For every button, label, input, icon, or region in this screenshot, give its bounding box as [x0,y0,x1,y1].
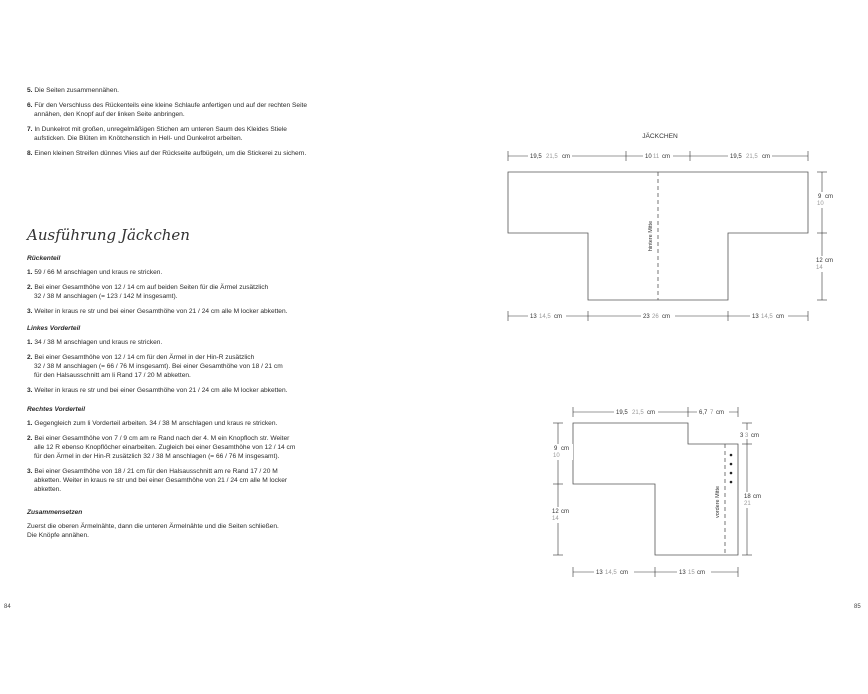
zusammen-line-2: Die Knöpfe annähen. [27,532,89,539]
front-top-left-a: 19,5 [616,410,628,416]
heading-zusammen: Zusammensetzen [27,509,83,516]
step-6: 6. Für den Verschluss des Rückenteils eine kleine Schlaufe anfertigen und auf der rechten Seite annähen, den Knopf auf der linken Seite anbringen. [27,102,308,118]
front-right-height-u: cm [753,494,761,500]
zusammen-line-1: Zuerst die oberen Ärmelnähte, dann die unteren Ärmelnähte und die Seiten schließen. [27,523,279,530]
back-bot-right-u: cm [776,314,784,320]
rueck-step-2: 2. Bei einer Gesamthöhe von 12 / 14 cm auf beiden Seiten für die Ärmel zusätzlich 32 / 38 M anschlagen (= 123 / 142 M insgesamt). [27,284,269,300]
step-5: 5. Die Seiten zusammennähen. [27,87,120,94]
back-top-left-b: 21,5 [546,154,558,160]
back-bot-mid-b: 26 [652,314,659,320]
back-top-right-b: 21,5 [746,154,758,160]
back-right-upper-u: cm [825,194,833,200]
front-bot-right-a: 13 [679,570,686,576]
page-number-left: 84 [4,604,11,610]
front-left-upper-a: 9 [554,446,558,452]
back-bot-left-a: 13 [530,314,537,320]
front-left-lower-a: 12 [552,509,559,515]
back-right-labels [815,192,837,272]
step-8: 8. Einen kleinen Streifen dünnes Vlies auf der Rückseite aufbügeln, um die Stickerei zu sichern. [27,150,307,157]
front-right-height-a: 18 [744,494,751,500]
rechts-step-1: 1. Gegengleich zum li Vorderteil arbeiten. 34 / 38 M anschlagen und kraus re stricken. [27,420,278,427]
front-top-labels [614,407,729,416]
back-top-mid-a: 10 [645,154,652,160]
rueck-step-3: 3. Weiter in kraus re str und bei einer Gesamthöhe von 21 / 24 cm alle M locker abketten. [27,308,288,315]
diagram-title: JÄCKCHEN [642,133,678,140]
front-top-left-b: 21,5 [632,410,644,416]
back-right-lower-a: 12 [816,258,823,264]
front-right-height-b: 21 [744,501,751,507]
buttonhole-2 [730,463,733,466]
rueck-step-1: 1. 59 / 66 M anschlagen und kraus re stricken. [27,269,163,276]
back-center-label: hintere Mitte [648,220,654,252]
back-top-right-u: cm [762,154,770,160]
back-top-mid-b: 11 [653,154,660,160]
front-top-right-a: 6,7 [699,410,708,416]
back-top-left-u: cm [562,154,570,160]
front-bot-right-b: 15 [688,570,695,576]
back-right-upper-a: 9 [818,194,822,200]
back-bot-mid-u: cm [662,314,670,320]
buttonhole-4 [730,481,733,484]
back-top-right-a: 19,5 [730,154,742,160]
back-right-lower-b: 14 [816,265,823,271]
heading-rechtes: Rechtes Vorderteil [27,406,86,413]
front-left-labels [551,444,573,523]
front-bottom-labels [594,567,711,576]
back-right-dim-lines [817,172,827,300]
front-top-right-b: 7 [710,410,714,416]
front-center-label: vordere Mitte [715,485,721,519]
front-bot-left-u: cm [620,570,628,576]
front-neck-a: 3 [740,433,744,439]
back-bottom-labels [528,311,788,320]
rechts-step-2: 2. Bei einer Gesamthöhe von 7 / 9 cm am re Rand nach der 4. M ein Knopfloch str. Weiter alle 12 R ebenso Knopflöcher einarbeiten. Zugleich bei einer Gesamthöhe von 12 / 14 cm für den Ärmel in der Hin-R zusätzlich 32 / 38 M anschlagen (= 66 / 76 M insgesamt). [27,435,296,460]
back-top-labels [528,151,772,160]
front-left-upper-b: 10 [553,453,560,459]
back-top-left-a: 19,5 [530,154,542,160]
front-bot-left-b: 14,5 [605,570,617,576]
front-left-lower-b: 14 [552,516,559,522]
front-bot-right-u: cm [697,570,705,576]
back-bot-right-b: 14,5 [761,314,773,320]
page-number-right: 85 [854,604,861,610]
back-right-upper-b: 10 [817,201,824,207]
front-right-labels [739,430,764,508]
buttonholes [730,454,733,484]
back-bot-left-b: 14,5 [539,314,551,320]
back-bot-left-u: cm [554,314,562,320]
links-step-2: 2. Bei einer Gesamthöhe von 12 / 14 cm für den Ärmel in der Hin-R zusätzlich 32 / 38 M anschlagen (= 66 / 76 M insgesamt). Bei einer Gesamthöhe von 18 / 21 cm für den Halsausschnitt am li Rand 17 / 20 M abketten. [27,354,283,379]
back-bot-mid-a: 23 [643,314,650,320]
heading-linkes: Linkes Vorderteil [27,325,81,332]
buttonhole-3 [730,472,733,475]
rechts-step-3: 3. Bei einer Gesamthöhe von 18 / 21 cm für den Halsausschnitt am re Rand 17 / 20 M abketten. Weiter in kraus re str und bei einer Gesamthöhe von 21 / 24 cm alle M locker abketten. [27,468,288,493]
front-left-dim-lines [553,423,563,555]
buttonhole-1 [730,454,733,457]
step-7: 7. In Dunkelrot mit großen, unregelmäßigen Stichen am unteren Saum des Kleides Stiele aufsticken. Die Blüten im Knötchenstich in Hell- und Dunkelrot arbeiten. [27,126,287,142]
front-left-upper-u: cm [561,446,569,452]
front-top-left-u: cm [647,410,655,416]
front-neck-b: 3 [745,433,749,439]
front-bot-left-a: 13 [596,570,603,576]
section-title: Ausführung Jäckchen [27,226,190,244]
heading-rueckenteil: Rückenteil [27,255,61,262]
back-right-lower-u: cm [825,258,833,264]
links-step-3: 3. Weiter in kraus re str und bei einer Gesamthöhe von 21 / 24 cm alle M locker abketten. [27,387,288,394]
front-left-lower-u: cm [561,509,569,515]
back-bot-right-a: 13 [752,314,759,320]
front-right-dim-lines [742,423,752,555]
front-top-right-u: cm [716,410,724,416]
links-step-1: 1. 34 / 38 M anschlagen und kraus re stricken. [27,339,163,346]
front-piece-shape [573,423,738,555]
front-neck-u: cm [751,433,759,439]
back-top-mid-u: cm [662,154,670,160]
